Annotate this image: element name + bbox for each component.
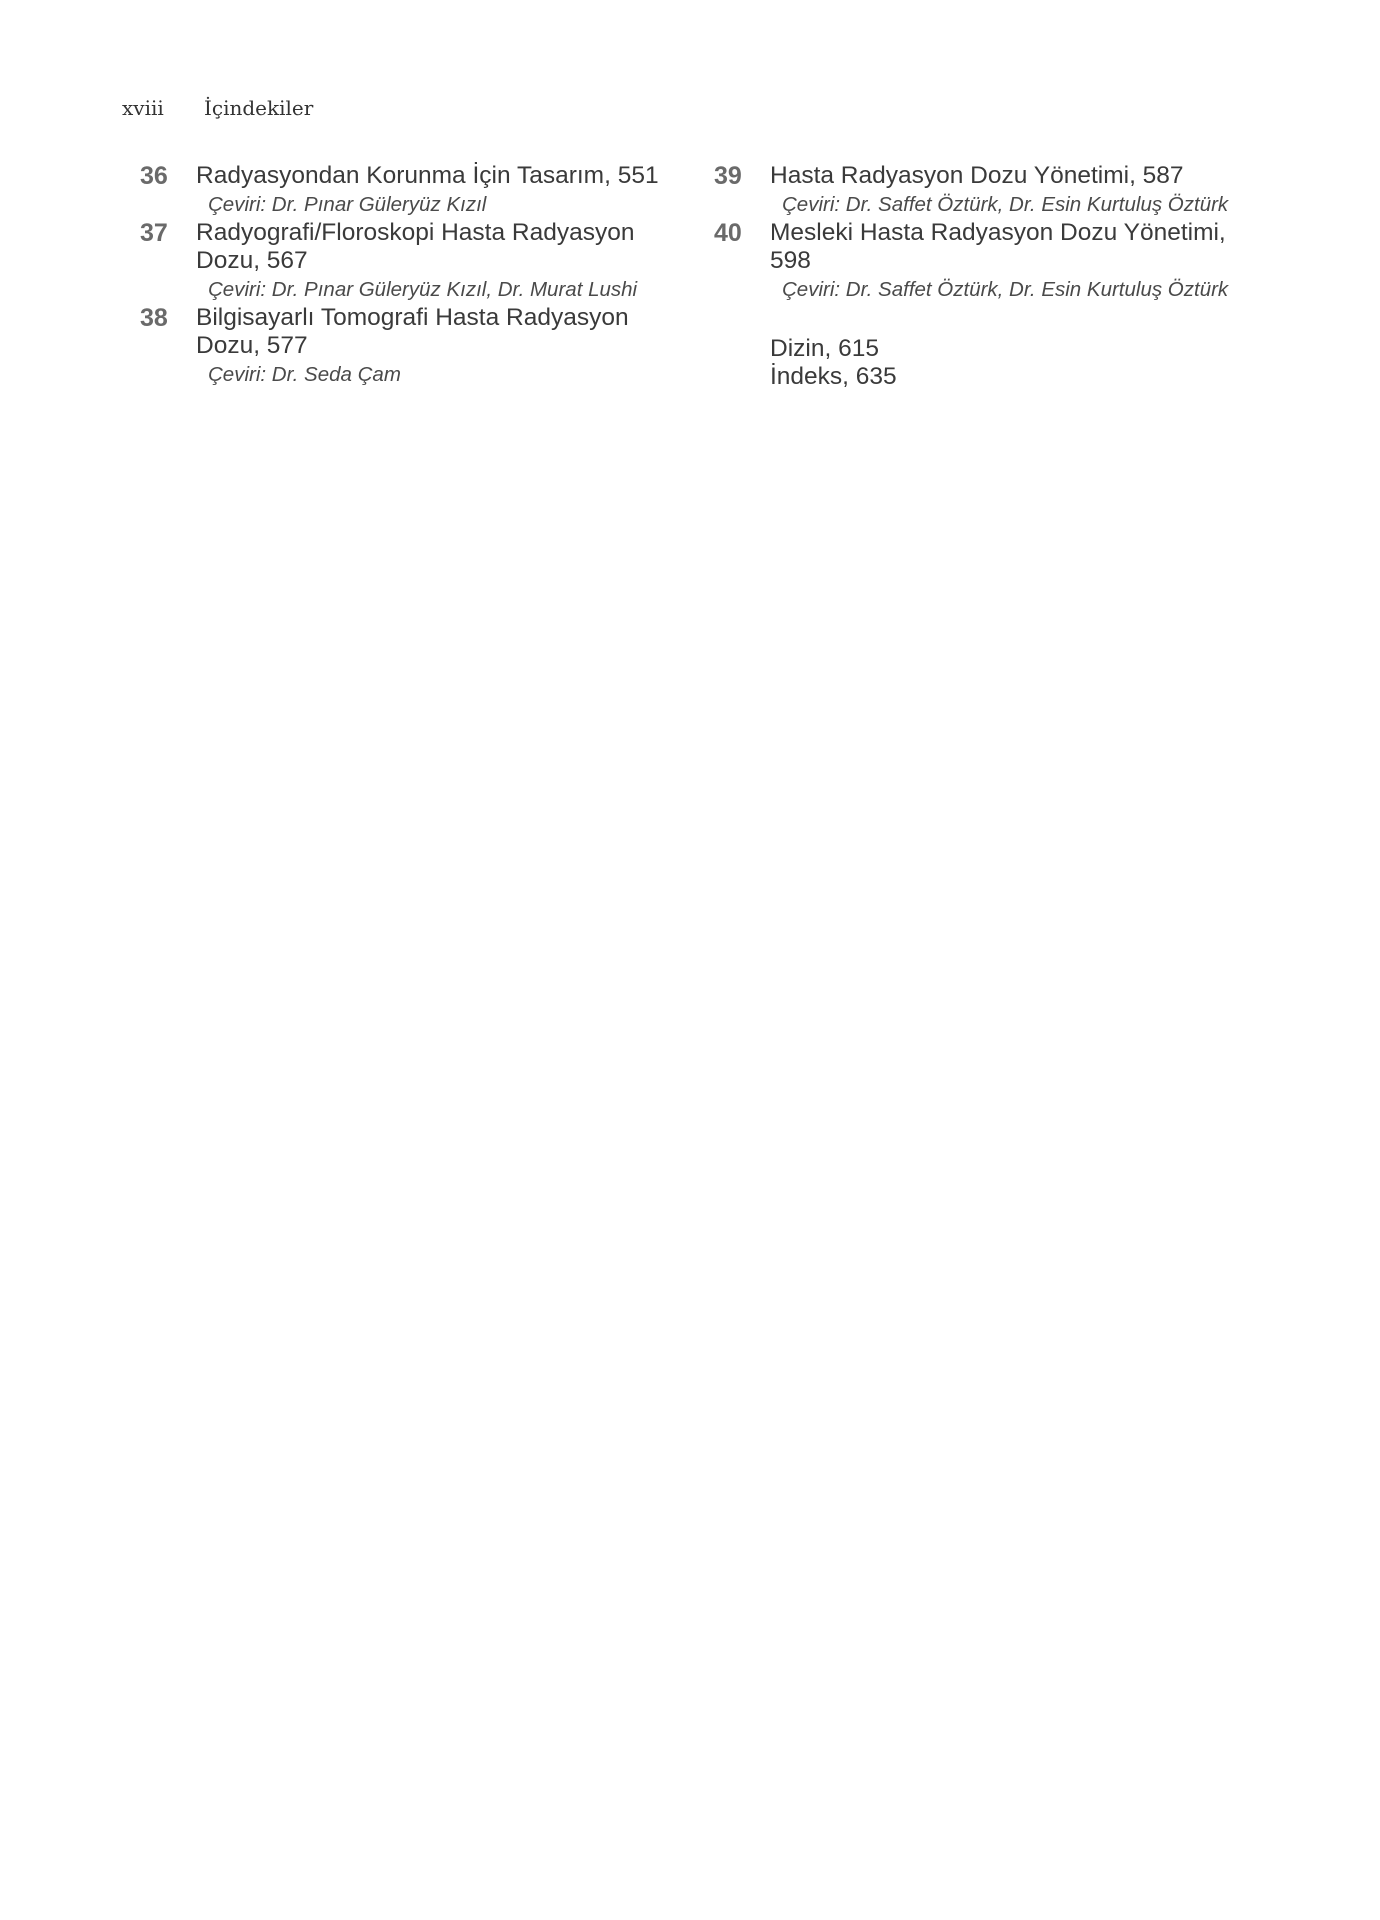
chapter-number: 40 (714, 218, 742, 247)
running-head (122, 96, 313, 120)
chapter-translator: Çeviri: Dr. Pınar Güleryüz Kızıl (208, 192, 487, 216)
toc-right-column (714, 162, 1274, 392)
chapter-number: 36 (140, 162, 168, 190)
chapter-translator: Çeviri: Dr. Saffet Öztürk, Dr. Esin Kurtuluş Öztürk (782, 192, 1229, 216)
chapter-translator: Çeviri: Dr. Saffet Öztürk, Dr. Esin Kurtuluş Öztürk (782, 277, 1229, 301)
back-matter (714, 335, 1274, 392)
toc-entry[interactable] (140, 219, 680, 303)
chapter-translator: Çeviri: Dr. Seda Çam (208, 362, 401, 386)
chapter-title[interactable]: Bilgisayarlı Tomografi Hasta Radyasyon Dozu, 577 (196, 303, 629, 359)
chapter-title[interactable]: Radyografi/Floroskopi Hasta Radyasyon Dozu, 567 (196, 218, 635, 274)
chapter-number: 38 (140, 303, 168, 332)
toc-entry[interactable] (714, 219, 1274, 303)
chapter-title[interactable]: Radyasyondan Korunma İçin Tasarım, 551 (196, 162, 659, 189)
toc-left-column (140, 162, 680, 389)
section-title: İçindekiler (204, 96, 314, 120)
page-number: xviii (122, 96, 164, 120)
index-entry-dizin[interactable]: Dizin, 615 (770, 334, 879, 362)
toc-entry[interactable] (714, 162, 1274, 218)
toc-entry[interactable] (140, 304, 680, 388)
chapter-number: 37 (140, 218, 168, 247)
index-entry-indeks[interactable]: İndeks, 635 (770, 363, 897, 390)
chapter-title[interactable]: Hasta Radyasyon Dozu Yönetimi, 587 (770, 162, 1184, 189)
chapter-number: 39 (714, 162, 742, 190)
chapter-translator: Çeviri: Dr. Pınar Güleryüz Kızıl, Dr. Murat Lushi (208, 277, 638, 301)
toc-entry[interactable] (140, 162, 680, 218)
chapter-title[interactable]: Mesleki Hasta Radyasyon Dozu Yönetimi, 598 (770, 218, 1226, 274)
